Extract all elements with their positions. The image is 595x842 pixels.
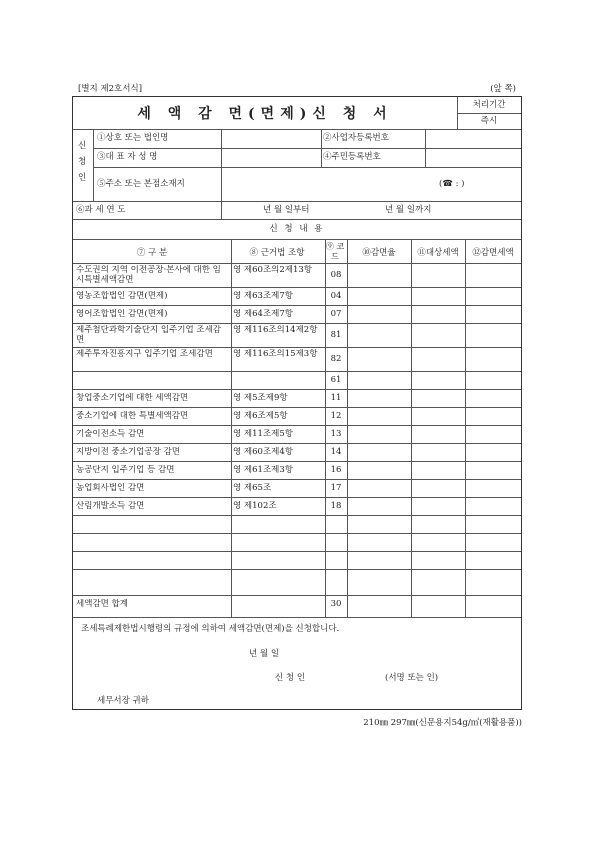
cell-code: 82 — [330, 354, 342, 364]
table-row — [73, 305, 521, 323]
cell-category — [76, 577, 229, 587]
cell-target[interactable] — [413, 501, 463, 511]
cell-basis: 영 제60조제4항 — [233, 447, 293, 457]
cell-rate[interactable] — [349, 555, 409, 565]
cell-basis: 영 제6조제5항 — [233, 411, 288, 421]
cell-code: 18 — [330, 501, 342, 511]
processing-period-label: 처리기간 — [472, 100, 506, 110]
cell-code: 61 — [330, 375, 342, 385]
cell-basis — [233, 577, 325, 587]
cell-category: 영어조합법인 감면(면제) — [76, 309, 168, 319]
table-row — [73, 347, 521, 371]
cell-rate[interactable] — [349, 501, 409, 511]
cell-code: 13 — [330, 429, 342, 439]
cell-reduced[interactable] — [467, 447, 519, 457]
sign-note: (서명 또는 인) — [385, 673, 439, 683]
cell-category: 영농조합법인 감면(면제) — [76, 291, 168, 301]
cell-target[interactable] — [413, 411, 463, 421]
table-row — [73, 287, 521, 305]
cell-code: 12 — [330, 411, 342, 421]
cell-code: 30 — [330, 599, 342, 609]
cell-basis — [233, 599, 325, 609]
col-header-exemption-rate: ⑩감면율 — [362, 248, 396, 258]
table-row — [73, 389, 521, 407]
cell-target[interactable] — [413, 599, 463, 609]
cell-rate[interactable] — [349, 291, 409, 301]
form-number-label: [별지 제2호서식] — [78, 84, 143, 94]
cell-category: 지방이전 중소기업공장 감면 — [76, 447, 180, 457]
col-header-reduced-tax: ⑫감면세액 — [472, 248, 514, 258]
applicant-label-3: 인 — [78, 173, 87, 183]
table-row — [73, 443, 521, 461]
cell-category: 농업회사법인 감면 — [76, 483, 145, 493]
table-row — [73, 551, 521, 569]
cell-code: 81 — [330, 330, 342, 340]
cell-target[interactable] — [413, 393, 463, 403]
cell-category — [76, 537, 229, 547]
cell-basis: 영 제61조제3항 — [233, 465, 293, 475]
cell-basis: 영 제60조의2제13항 — [233, 265, 313, 275]
tax-year-to[interactable]: 년 월 일까지 — [385, 205, 432, 215]
cell-code: 08 — [330, 270, 342, 280]
cell-reduced[interactable] — [467, 537, 519, 547]
section-heading: 신 청 내 용 — [269, 224, 325, 234]
cell-basis: 영 제5조제9항 — [233, 393, 288, 403]
page-side-label: (앞 쪽) — [490, 84, 516, 94]
cell-category: 제주첨단과학기술단지 입주기업 조세감면 — [76, 325, 221, 345]
table-row — [73, 323, 521, 347]
cell-target[interactable] — [413, 309, 463, 319]
cell-reduced[interactable] — [467, 411, 519, 421]
col-header-code: ⑨ 코드 — [325, 242, 345, 261]
cell-basis — [233, 537, 325, 547]
cell-category: 창업중소기업에 대한 세액감면 — [76, 393, 189, 403]
cell-category: 산림개발소득 감면 — [76, 501, 145, 511]
tax-year-from[interactable]: 년 월 일부터 — [263, 205, 310, 215]
exemption-table-body — [73, 263, 521, 617]
applicant-sign-field[interactable] — [321, 671, 381, 685]
cell-reduced[interactable] — [467, 519, 519, 529]
cell-reduced[interactable] — [467, 483, 519, 493]
table-row — [73, 263, 521, 287]
cell-rate[interactable] — [349, 537, 409, 547]
paper-spec: 210㎜ 297㎜(신문용지54g/㎡(재활용품)) — [363, 718, 522, 728]
cell-target[interactable] — [413, 447, 463, 457]
cell-category — [76, 519, 229, 529]
cell-reduced[interactable] — [467, 429, 519, 439]
company-name-field[interactable] — [223, 131, 319, 147]
table-row — [73, 461, 521, 479]
table-row — [73, 371, 521, 389]
table-row — [73, 497, 521, 515]
form-header-row — [72, 82, 522, 94]
cell-target[interactable] — [413, 577, 463, 587]
table-row — [73, 515, 521, 533]
cell-target[interactable] — [413, 354, 463, 364]
cell-basis — [233, 519, 325, 529]
cell-category: 제주투자진흥지구 입주기업 조세감면 — [76, 349, 213, 359]
cell-basis: 영 제102조 — [233, 501, 277, 511]
cell-rate[interactable] — [349, 411, 409, 421]
cell-category: 기술이전소득 감면 — [76, 429, 145, 439]
representative-field[interactable] — [223, 150, 319, 166]
cell-code: 17 — [330, 483, 342, 493]
cell-reduced[interactable] — [467, 577, 519, 587]
cell-category: 농공단지 입주기업 등 감면 — [76, 465, 175, 475]
cell-target[interactable] — [413, 330, 463, 340]
cell-rate[interactable] — [349, 429, 409, 439]
table-row — [73, 479, 521, 497]
business-reg-no-field[interactable] — [427, 131, 519, 147]
cell-rate[interactable] — [349, 393, 409, 403]
cell-reduced[interactable] — [467, 291, 519, 301]
table-row — [73, 533, 521, 551]
cell-basis — [233, 375, 325, 385]
resident-reg-no-label: ④주민등록번호 — [323, 152, 381, 162]
cell-target[interactable] — [413, 537, 463, 547]
cell-code: 04 — [330, 291, 342, 301]
cell-code: 11 — [330, 393, 342, 403]
cell-reduced[interactable] — [467, 309, 519, 319]
form-title: 세 액 감 면(면제)신 청 서 — [137, 106, 393, 122]
application-date[interactable]: 년 월 일 — [249, 649, 280, 659]
representative-label: ③대 표 자 성 명 — [97, 152, 158, 162]
cell-rate[interactable] — [349, 599, 409, 609]
cell-target[interactable] — [413, 291, 463, 301]
cell-reduced[interactable] — [467, 393, 519, 403]
cell-category — [76, 375, 229, 385]
cell-target[interactable] — [413, 375, 463, 385]
addressee: 세무서장 귀하 — [97, 696, 149, 706]
cell-reduced[interactable] — [467, 354, 519, 364]
resident-reg-no-field[interactable] — [427, 150, 519, 166]
address-label: ⑤주소 또는 본점소재지 — [97, 179, 185, 189]
cell-rate[interactable] — [349, 519, 409, 529]
declaration-text: 조세특례제한법시행령의 규정에 의하여 세액감면(면제)을 신청합니다. — [81, 624, 340, 634]
tax-year-label: ⑥과 세 연 도 — [76, 205, 126, 215]
cell-basis: 영 제116조의14제2항 — [233, 325, 318, 335]
cell-rate[interactable] — [349, 447, 409, 457]
cell-code — [325, 577, 347, 587]
address-field[interactable] — [223, 169, 423, 199]
cell-basis — [233, 555, 325, 565]
cell-reduced[interactable] — [467, 555, 519, 565]
cell-code: 16 — [330, 465, 342, 475]
table-row — [73, 569, 521, 595]
company-name-label: ①상호 또는 법인명 — [97, 133, 169, 143]
cell-basis: 영 제64조제7항 — [233, 309, 293, 319]
cell-target[interactable] — [413, 555, 463, 565]
cell-category: 중소기업에 대한 특별세액감면 — [76, 411, 189, 421]
applicant-label-2: 청 — [78, 157, 87, 167]
col-header-target-tax: ⑪대상세액 — [417, 248, 459, 258]
cell-target[interactable] — [413, 519, 463, 529]
cell-rate[interactable] — [349, 483, 409, 493]
cell-code — [325, 555, 347, 565]
cell-reduced[interactable] — [467, 465, 519, 475]
processing-period-value: 즉시 — [480, 116, 498, 126]
cell-category: 수도권의 지역 이전공장·본사에 대한 임시특별세액감면 — [76, 265, 221, 285]
cell-basis: 영 제116조의15제3항 — [233, 349, 318, 359]
table-row — [73, 425, 521, 443]
cell-target[interactable] — [413, 270, 463, 280]
cell-target[interactable] — [413, 465, 463, 475]
cell-code — [325, 519, 347, 529]
cell-basis: 영 제63조제7항 — [233, 291, 293, 301]
cell-category: 세액감면 합계 — [76, 599, 128, 609]
cell-code — [325, 537, 347, 547]
cell-category — [76, 555, 229, 565]
cell-rate[interactable] — [349, 577, 409, 587]
cell-rate[interactable] — [349, 465, 409, 475]
business-reg-no-label: ②사업자등록번호 — [323, 133, 389, 143]
cell-reduced[interactable] — [467, 330, 519, 340]
cell-target[interactable] — [413, 429, 463, 439]
application-form — [72, 96, 522, 710]
cell-target[interactable] — [413, 483, 463, 493]
cell-rate[interactable] — [349, 270, 409, 280]
cell-rate[interactable] — [349, 375, 409, 385]
cell-rate[interactable] — [349, 309, 409, 319]
cell-code: 07 — [330, 309, 342, 319]
cell-basis: 영 제65조 — [233, 483, 272, 493]
cell-basis: 영 제11조제5항 — [233, 429, 293, 439]
cell-reduced[interactable] — [467, 501, 519, 511]
cell-reduced[interactable] — [467, 375, 519, 385]
cell-reduced[interactable] — [467, 270, 519, 280]
applicant-label-1: 신 — [78, 141, 87, 151]
table-row — [73, 595, 521, 613]
col-header-legal-basis: ⑧ 근거법 조항 — [249, 248, 305, 258]
cell-reduced[interactable] — [467, 599, 519, 609]
applicant-sign-label: 신 청 인 — [275, 673, 306, 683]
cell-rate[interactable] — [349, 330, 409, 340]
phone-label: (☎ : ) — [439, 179, 465, 189]
table-row — [73, 407, 521, 425]
cell-code: 14 — [330, 447, 342, 457]
col-header-category: ⑦ 구 분 — [136, 248, 168, 258]
cell-rate[interactable] — [349, 354, 409, 364]
